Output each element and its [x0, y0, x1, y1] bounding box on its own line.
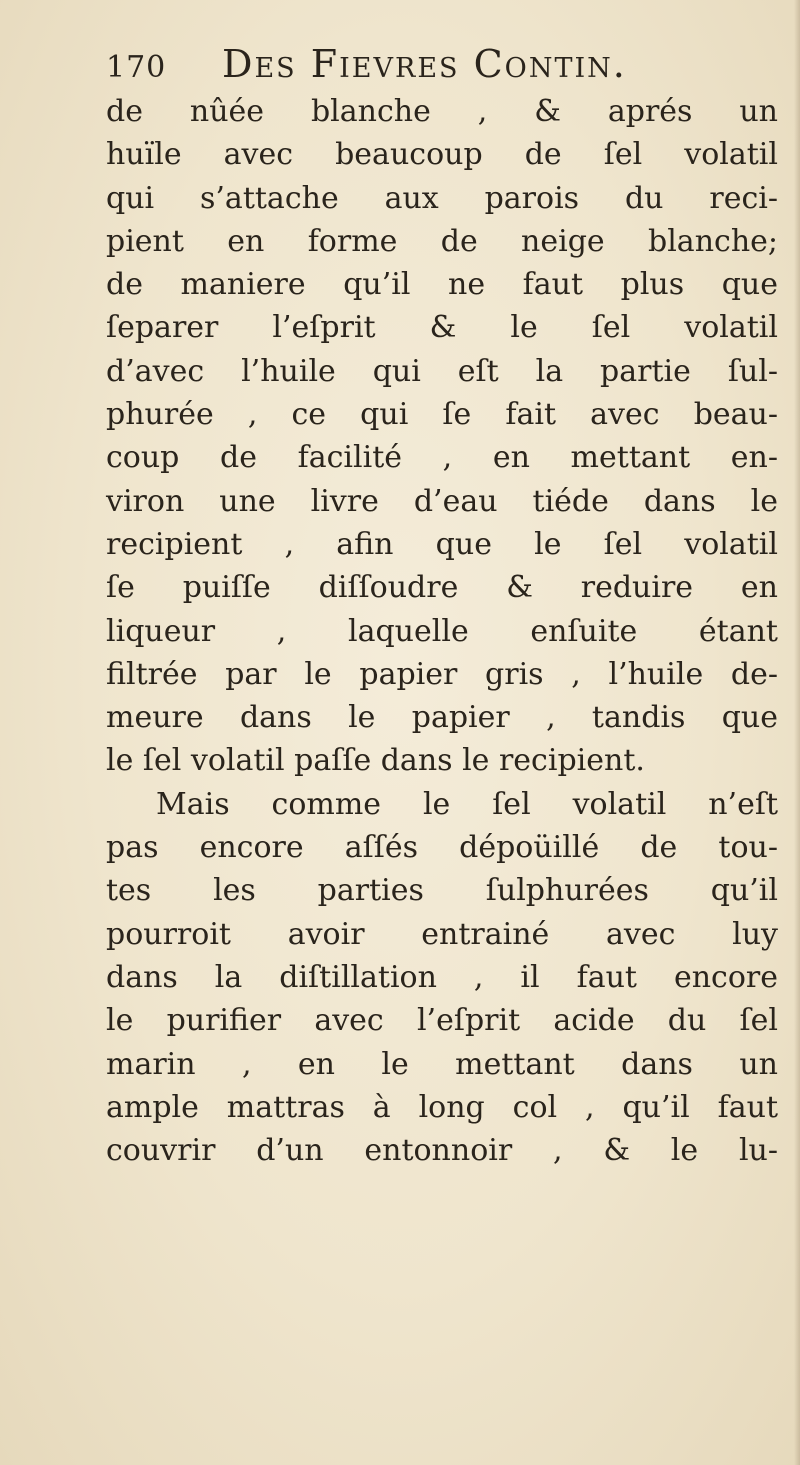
text-line: liqueur , laquelle enſuite étant: [106, 613, 778, 649]
text-line: huïle avec beaucoup de ſel volatil: [106, 137, 778, 173]
text-line: de nûée blanche , & aprés un: [106, 94, 778, 129]
text-line: ample mattras à long col , qu’il faut: [106, 1089, 778, 1125]
text-line: ſeparer l’eſprit & le ſel volatil: [106, 310, 778, 346]
text-line: dans la diſtillation , il faut encore: [106, 959, 778, 995]
text-line: couvrir d’un entonnoir , & le lu-: [106, 1133, 778, 1169]
text-line: le purifier avec l’eſprit acide du ſel: [106, 1003, 778, 1039]
text-line: tes les parties ſulphurées qu’il: [106, 873, 778, 909]
text-line: pas encore aſſés dépoüillé de tou-: [106, 830, 778, 866]
page-number: 170: [106, 50, 167, 85]
text-line: d’avec l’huile qui eſt la partie ſul-: [106, 353, 778, 389]
text-line: meure dans le papier , tandis que: [106, 700, 778, 736]
text-line: de maniere qu’il ne faut plus que: [106, 267, 778, 303]
text-line: ſe puiſſe diſſoudre & reduire en: [106, 570, 778, 606]
text-line: marin , en le mettant dans un: [106, 1046, 778, 1082]
text-line: phurée , ce qui ſe fait avec beau-: [106, 397, 778, 433]
text-line: coup de facilité , en mettant en-: [106, 440, 778, 476]
text-line: viron une livre d’eau tiéde dans le: [106, 483, 778, 519]
paragraph-start-line: Mais comme le ſel volatil n’eſt: [156, 786, 778, 822]
body-text: [106, 90, 778, 1172]
text-line: pient en forme de neige blanche;: [106, 223, 778, 259]
page-header: [106, 40, 706, 88]
running-head: Des Fievres Contin.: [222, 42, 627, 86]
text-line: filtrée par le papier gris , l’huile de-: [106, 656, 778, 692]
text-line: pourroit avoir entrainé avec luy: [106, 916, 778, 952]
text-line: recipient , afin que le ſel volatil: [106, 526, 778, 562]
text-line: qui s’attache aux parois du reci-: [106, 180, 778, 216]
text-line: le ſel volatil paſſe dans le recipient.: [106, 743, 645, 779]
page-edge-shadow: [794, 0, 800, 1465]
